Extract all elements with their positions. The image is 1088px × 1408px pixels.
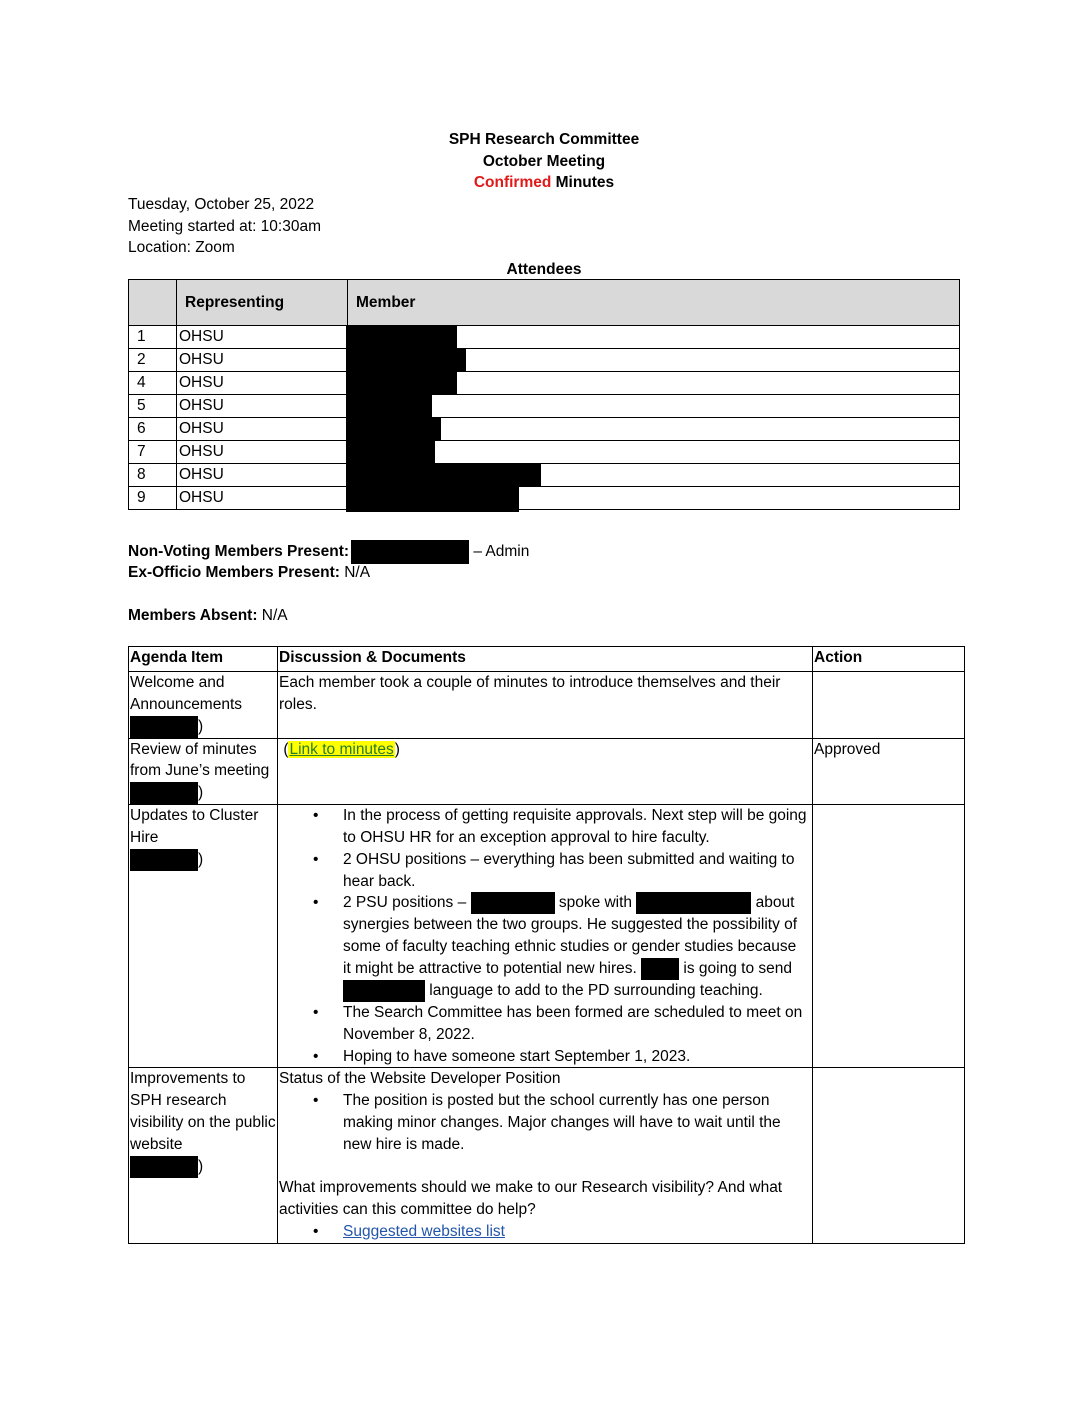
table-row xyxy=(129,326,960,349)
bullet-text: about synergies between the two groups. He suggested the possibility of some of faculty teaching ethnic studies or gender studies because it might be attractive to potential new hires. xyxy=(343,894,798,978)
row-member xyxy=(348,441,960,464)
row-number: 9 xyxy=(129,487,177,510)
agenda-item-label: Review of minutes from June’s meeting xyxy=(130,740,270,780)
agenda-item-label: Welcome and Announcements xyxy=(130,674,243,713)
row-representing: OHSU xyxy=(177,395,348,418)
exofficio-members xyxy=(128,562,370,583)
bullet-text: spoke with xyxy=(554,894,637,912)
agenda-item-label: Updates to Cluster Hire xyxy=(130,807,259,846)
list-item: • In the process of getting requisite approvals. Next step will be going to OHSU HR for an exception approval to hire faculty. xyxy=(343,805,808,849)
redaction-block xyxy=(130,782,198,804)
list-item xyxy=(343,1221,808,1243)
redaction-block xyxy=(471,892,555,914)
list-item: • The position is posted but the school currently has one person making minor changes. Major changes will have to wait until the new hire is made. xyxy=(343,1090,808,1155)
redaction-block xyxy=(343,980,425,1002)
bullet-list xyxy=(279,1090,808,1155)
table-row xyxy=(129,395,960,418)
row-member xyxy=(348,464,960,487)
list-item: • 2 OHSU positions – everything has been submitted and waiting to hear back. xyxy=(343,849,808,893)
action-cell: Approved xyxy=(813,738,965,805)
link-to-minutes[interactable]: Link to minutes xyxy=(289,740,394,758)
discussion-cell xyxy=(278,805,813,1068)
action-cell xyxy=(813,672,965,739)
nonvoting-suffix: – Admin xyxy=(469,543,530,561)
discussion-cell: Each member took a couple of minutes to introduce themselves and their roles. xyxy=(278,672,813,739)
redaction-block xyxy=(346,371,457,395)
agenda-row-welcome xyxy=(129,672,965,739)
row-member xyxy=(348,418,960,441)
redaction-block xyxy=(346,440,435,464)
row-member xyxy=(348,487,960,510)
row-representing: OHSU xyxy=(177,372,348,395)
status-confirmed: Confirmed xyxy=(473,174,552,191)
exofficio-value: N/A xyxy=(339,564,371,581)
document-subtitle: October Meeting xyxy=(482,153,606,170)
redaction-block xyxy=(636,892,751,914)
agenda-item-label: Improvements to SPH research visibility on the public website xyxy=(130,1070,276,1153)
redaction-block xyxy=(346,417,441,441)
row-representing: OHSU xyxy=(177,326,348,349)
table-row xyxy=(129,372,960,395)
table-row xyxy=(129,464,960,487)
table-row xyxy=(129,349,960,372)
redaction-block xyxy=(346,394,432,418)
header-agenda-item: Agenda Item xyxy=(129,647,278,672)
redaction-block xyxy=(346,486,519,512)
row-number: 6 xyxy=(129,418,177,441)
suggested-websites-link[interactable]: Suggested websites list xyxy=(343,1222,505,1240)
bullet-list xyxy=(279,805,808,1067)
absent-value: N/A xyxy=(257,607,288,624)
redaction-block xyxy=(130,1156,198,1178)
paren: ) xyxy=(198,1157,204,1175)
agenda-item-cell xyxy=(129,672,278,739)
meeting-start: Meeting started at: 10:30am xyxy=(128,218,322,235)
row-number: 2 xyxy=(129,349,177,372)
exofficio-label: Ex-Officio Members Present: xyxy=(128,564,340,581)
bullet-text: is going to send xyxy=(679,960,792,978)
row-number: 7 xyxy=(129,441,177,464)
absent-label: Members Absent: xyxy=(128,607,258,624)
document-title: SPH Research Committee xyxy=(448,131,640,148)
header-representing: Representing xyxy=(177,280,348,326)
nonvoting-label: Non-Voting Members Present: xyxy=(128,543,350,561)
bullet-text: 2 PSU positions – xyxy=(343,894,471,912)
open-paren: ( xyxy=(283,740,289,758)
header-member: Member xyxy=(348,280,960,326)
meeting-location: Location: Zoom xyxy=(128,239,235,256)
row-number: 8 xyxy=(129,464,177,487)
bullet-list xyxy=(279,1221,808,1243)
agenda-table xyxy=(128,646,965,1244)
redaction-block xyxy=(346,348,466,372)
website-question: What improvements should we make to our Research visibility? And what activities can this committee do help? xyxy=(279,1179,783,1219)
list-item: • Hoping to have someone start September 1, 2023. xyxy=(343,1046,808,1068)
table-row xyxy=(129,418,960,441)
discussion-cell xyxy=(278,1068,813,1243)
redaction-block xyxy=(346,463,541,487)
row-number: 1 xyxy=(129,326,177,349)
bullet-text: language to add to the PD surrounding teaching. xyxy=(425,982,763,1000)
members-absent xyxy=(128,605,288,626)
attendees-caption: Attendees xyxy=(506,261,582,278)
row-number: 5 xyxy=(129,395,177,418)
redaction-block xyxy=(351,540,469,564)
header-discussion: Discussion & Documents xyxy=(278,647,813,672)
row-representing: OHSU xyxy=(177,487,348,510)
paren: ) xyxy=(198,717,204,735)
header-number xyxy=(129,280,177,326)
attendees-table xyxy=(128,279,960,510)
status-minutes: Minutes xyxy=(551,174,615,191)
row-representing: OHSU xyxy=(177,441,348,464)
redaction-block xyxy=(130,849,198,871)
agenda-row-review xyxy=(129,738,965,805)
agenda-item-cell xyxy=(129,1068,278,1243)
discussion-cell xyxy=(278,738,813,805)
redaction-block xyxy=(641,958,679,980)
list-item: • The Search Committee has been formed are scheduled to meet on November 8, 2022. xyxy=(343,1002,808,1046)
table-row xyxy=(129,441,960,464)
redaction-block xyxy=(346,325,457,349)
row-member xyxy=(348,349,960,372)
website-status: Status of the Website Developer Position xyxy=(279,1070,561,1088)
row-member xyxy=(348,326,960,349)
row-number: 4 xyxy=(129,372,177,395)
action-cell xyxy=(813,1068,965,1243)
agenda-row-website xyxy=(129,1068,965,1243)
row-representing: OHSU xyxy=(177,349,348,372)
agenda-item-cell xyxy=(129,738,278,805)
row-member xyxy=(348,372,960,395)
header-action: Action xyxy=(813,647,965,672)
action-cell xyxy=(813,805,965,1068)
nonvoting-members xyxy=(128,540,529,564)
meeting-date: Tuesday, October 25, 2022 xyxy=(128,196,315,213)
list-item xyxy=(343,892,808,1002)
redaction-block xyxy=(130,716,198,738)
row-member xyxy=(348,395,960,418)
agenda-row-cluster xyxy=(129,805,965,1068)
paren: ) xyxy=(198,850,204,868)
row-representing: OHSU xyxy=(177,464,348,487)
paren: ) xyxy=(198,784,204,802)
table-row xyxy=(129,487,960,510)
agenda-item-cell xyxy=(129,805,278,1068)
attendees-header-row xyxy=(129,280,960,326)
document-status xyxy=(0,172,1088,193)
close-paren: ) xyxy=(394,740,400,758)
row-representing: OHSU xyxy=(177,418,348,441)
agenda-header-row xyxy=(129,647,965,672)
